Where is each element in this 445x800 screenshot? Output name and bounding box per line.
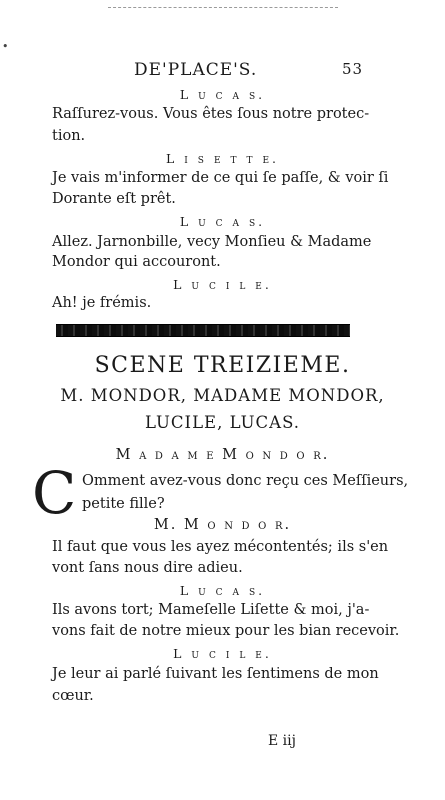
dialogue-line: petite fille? [82, 496, 165, 512]
dialogue-line: Ils avons tort; Mameſelle Liſette & moi, j'a- [52, 602, 370, 618]
drop-cap: C [32, 459, 77, 527]
scene-title: SCENE TREIZIEME. [94, 353, 351, 378]
running-title: DE'PLACE'S. [134, 60, 258, 80]
speaker-lucile: L u c i l e. [173, 277, 272, 292]
dialogue-line: Ah! je frémis. [52, 295, 152, 311]
signature-mark: E iij [268, 733, 296, 749]
speaker-lucas: L u c a s. [179, 583, 266, 598]
dialogue-line: Omment avez-vous donc reçu ces Meſſieurs, [82, 473, 409, 489]
speaker-lucas: L u c a s. [179, 214, 266, 229]
dialogue-line: Mondor qui accouront. [52, 254, 221, 270]
speaker-madame-mondor: M a d a m e M o n d o r. [115, 447, 330, 463]
edge-mark: • [2, 40, 9, 53]
dialogue-line: vons fait de notre mieux pour les bian recevoir. [52, 623, 400, 639]
top-edge-line [108, 7, 338, 8]
ornamental-rule [56, 324, 350, 337]
dialogue-line: cœur. [52, 688, 94, 704]
dialogue-line: tion. [52, 128, 86, 144]
dialogue-line: Allez. Jarnonbille, vecy Monſieu & Madame [52, 234, 372, 250]
speaker-lucile: L u c i l e. [173, 646, 272, 661]
speaker-m-mondor: M. M o n d o r. [153, 517, 292, 533]
dialogue-line: vont ſans nous dire adieu. [52, 560, 243, 576]
speaker-lisette: L i s e t t e. [166, 151, 279, 166]
speaker-lucas: L u c a s. [179, 87, 266, 102]
dialogue-line: Dorante eſt prêt. [52, 191, 176, 207]
page-number: 53 [342, 60, 364, 78]
cast-list-line: M. MONDOR, MADAME MONDOR, [60, 386, 385, 405]
dialogue-line: Raſſurez-vous. Vous êtes ſous notre protec- [52, 106, 370, 122]
dialogue-line: Il faut que vous les ayez mécontentés; ils s'en [52, 539, 389, 555]
dialogue-line: Je leur ai parlé ſuivant les ſentimens de mon [52, 666, 379, 682]
dialogue-line: Je vais m'informer de ce qui ſe paſſe, & voir ſi [52, 170, 389, 186]
cast-list-line: LUCILE, LUCAS. [144, 413, 301, 432]
